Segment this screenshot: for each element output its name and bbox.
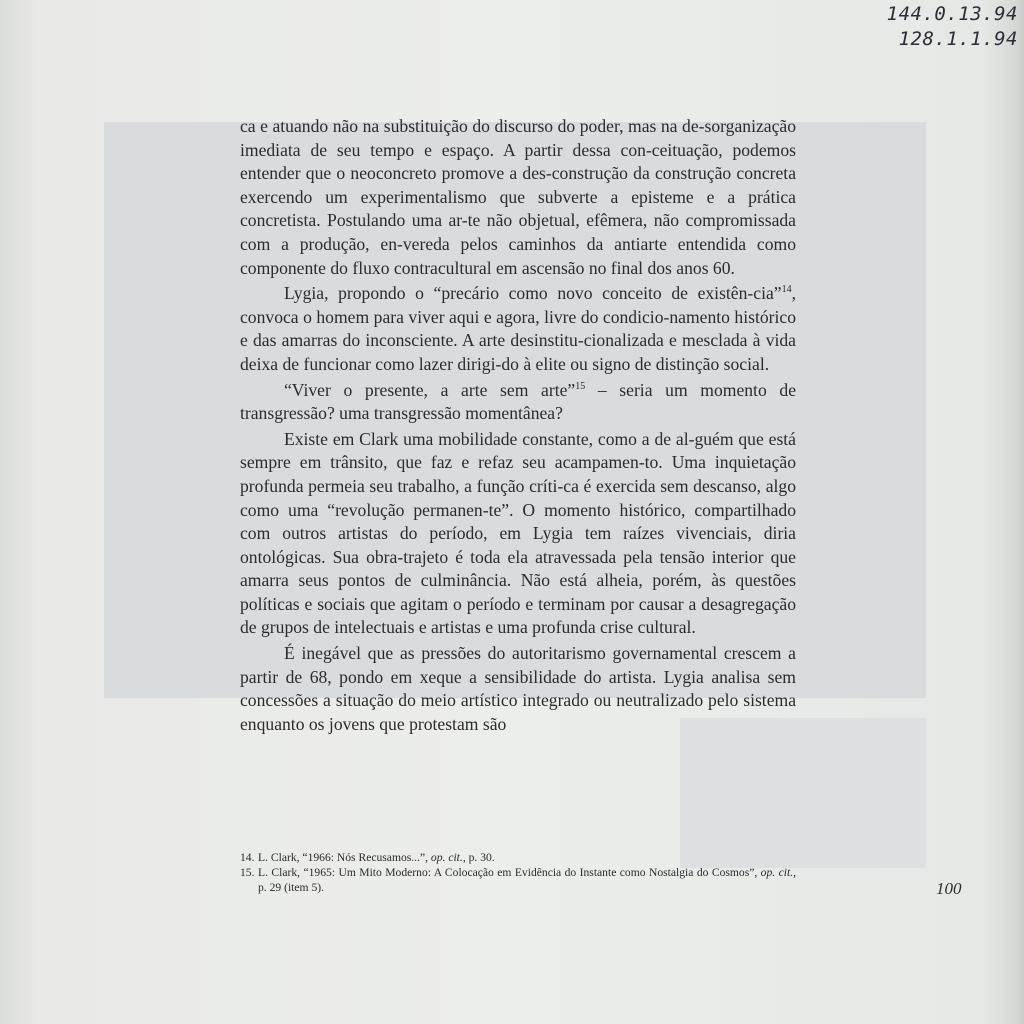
footnote-number: 15. — [240, 866, 255, 879]
footnote-citation: L. Clark, “1965: Um Mito Moderno: A Colocação em Evidência do Instante como Nostalgia do Cosmos”, — [258, 866, 761, 879]
footnote-ref: 14 — [781, 284, 792, 296]
paragraph-text: – seria um momento de transgressão? uma transgressão momentânea? — [240, 379, 796, 424]
footnote-ref: 15 — [575, 380, 586, 392]
footnote-number: 14. — [240, 851, 255, 864]
footnote-page: , p. 30. — [462, 851, 495, 864]
handwritten-line: 128.1.1.94 — [898, 28, 1018, 50]
page-number: 100 — [936, 879, 962, 898]
footnote — [240, 850, 796, 865]
paragraph: ca e atuando não na substituição do discurso do poder, mas na de-sorganização imediata de seu tempo e espaço. A partir dessa con-ceituação, podemos entender que o neoconcreto promove a des-construção da construção concreta exercendo um experimentalismo que subverte a episteme e a prática concretista. Postulando uma ar-te não objetual, efêmera, não compromissada com a produção, en-vereda pelos caminhos da antiarte entendida como componente do fluxo contracultural em ascensão no final dos anos 60. — [240, 116, 796, 278]
paragraph-text: , convoca o homem para viver aqui e agora, livre do condicio-namento histórico e das amarras do inconsciente. A arte desinstitu-cionalizada e mesclada à vida deixa de funcionar como lazer dirigi-do à elite ou signo de distinção social. — [240, 283, 796, 374]
footnote-citation: L. Clark, “1966: Nós Recusamos...”, — [258, 851, 431, 864]
handwritten-line: 144.0.13.94 — [886, 3, 1018, 25]
paragraph-text: Lygia, propondo o “precário como novo conceito de existên-cia” — [284, 283, 782, 304]
paragraph-text: “Viver o presente, a arte sem arte” — [284, 379, 576, 400]
footnote — [240, 865, 796, 895]
footnotes — [240, 850, 796, 895]
bleed-through-image-small — [680, 718, 926, 868]
paragraph — [240, 282, 796, 376]
footnote-op-cit: op. cit. — [760, 866, 794, 879]
paragraph: Existe em Clark uma mobilidade constante, como a de al-guém que está sempre em trânsito, que faz e refaz seu acampamen-to. Uma inquietação profunda permeia seu trabalho, a função críti-ca é exercida sem descanso, algo como uma “revolução permanen-te”. O momento histórico, compartilhado com outros artistas do período, em Lygia tem raízes vivenciais, diria ontológicas. Sua obra-trajeto é toda ela atravessada pela tensão interior que amarra seus pontos de culminância. Não está alheia, porém, às questões políticas e sociais que agitam o período e terminam por causar a desagregação de grupos de intelectuais e artistas e uma profunda crise cultural. — [240, 428, 796, 638]
handwritten-catalog-number — [878, 2, 1018, 52]
paragraph: É inegável que as pressões do autoritarismo governamental crescem a partir de 68, pondo em xeque a sensibilidade do artista. Lygia analisa sem concessões a situação do meio artístico integrado ou neutralizado pelo sistema enquanto os jovens que protestam são — [240, 643, 796, 734]
page-edge — [1016, 0, 1024, 1024]
footnote-op-cit: op. cit. — [430, 851, 463, 864]
footnote-text — [258, 865, 796, 895]
footnote-text — [258, 850, 796, 865]
footnote-page: , p. 29 (item 5). — [258, 866, 796, 894]
paragraph — [240, 379, 796, 426]
body-text — [240, 115, 796, 736]
